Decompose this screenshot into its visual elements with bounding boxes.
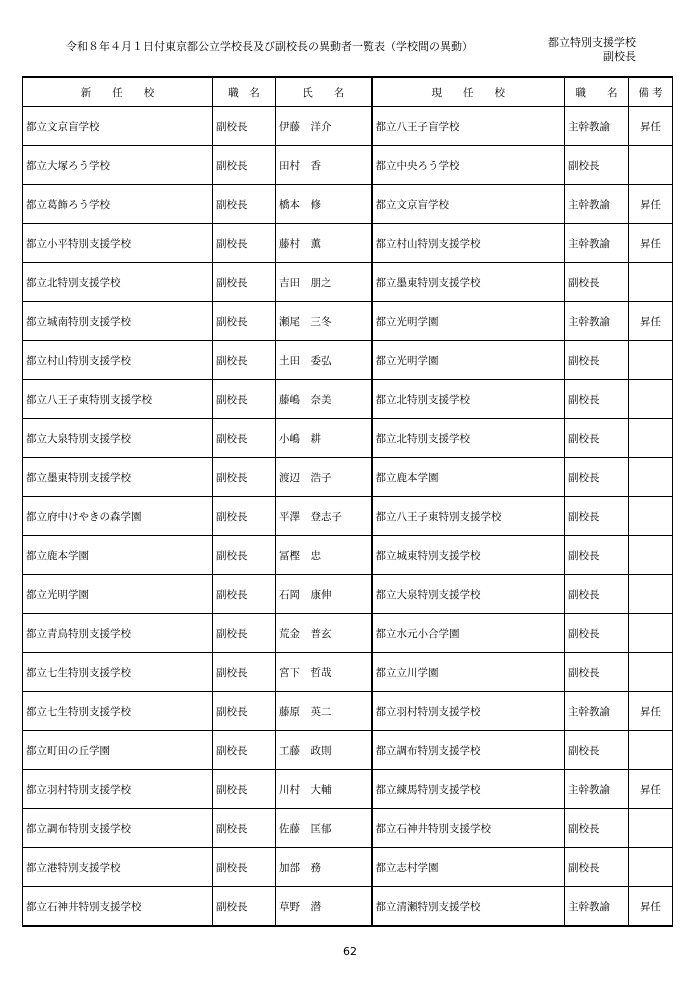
cell-position: 副校長 [213,341,276,380]
header-note: 備 考 [629,77,673,107]
cell-position: 副校長 [213,731,276,770]
cell-note: 昇任 [629,887,673,927]
cell-current-position: 副校長 [565,380,629,419]
cell-new-school: 都立石神井特別支援学校 [23,887,213,927]
cell-note [629,380,673,419]
header-new-school: 新 任 校 [23,77,213,107]
cell-position: 副校長 [213,302,276,341]
cell-position: 副校長 [213,380,276,419]
cell-current-position: 副校長 [565,419,629,458]
table-row [23,224,673,263]
cell-name: 吉田 朋之 [276,263,372,302]
cell-note [629,458,673,497]
cell-current-school: 都立大泉特別支援学校 [372,575,565,614]
cell-current-school: 都立八王子東特別支援学校 [372,497,565,536]
cell-current-position: 副校長 [565,263,629,302]
cell-position: 副校長 [213,575,276,614]
cell-name: 宮下 哲哉 [276,653,372,692]
cell-note [629,536,673,575]
cell-position: 副校長 [213,770,276,809]
cell-note [629,809,673,848]
transfer-table [22,76,673,927]
table-row [23,185,673,224]
table-row [23,536,673,575]
cell-current-school: 都立鹿本学園 [372,458,565,497]
cell-current-school: 都立村山特別支援学校 [372,224,565,263]
cell-new-school: 都立大塚ろう学校 [23,146,213,185]
cell-position: 副校長 [213,458,276,497]
table-header-row [23,77,673,107]
cell-name: 小嶋 耕 [276,419,372,458]
cell-current-position: 副校長 [565,146,629,185]
cell-name: 石岡 康伸 [276,575,372,614]
cell-current-school: 都立北特別支援学校 [372,419,565,458]
cell-current-position: 副校長 [565,848,629,887]
cell-new-school: 都立七生特別支援学校 [23,653,213,692]
cell-current-position: 副校長 [565,536,629,575]
cell-current-school: 都立墨東特別支援学校 [372,263,565,302]
table-row [23,731,673,770]
table-row [23,887,673,927]
table-row [23,848,673,887]
cell-new-school: 都立青鳥特別支援学校 [23,614,213,653]
cell-current-position: 主幹教諭 [565,770,629,809]
header-current-position: 職 名 [565,77,629,107]
cell-current-school: 都立練馬特別支援学校 [372,770,565,809]
cell-name: 藤原 英二 [276,692,372,731]
cell-name: 藤村 薫 [276,224,372,263]
cell-name: 田村 香 [276,146,372,185]
cell-name: 加部 務 [276,848,372,887]
cell-position: 副校長 [213,263,276,302]
cell-current-position: 主幹教諭 [565,185,629,224]
cell-current-school: 都立石神井特別支援学校 [372,809,565,848]
cell-name: 伊藤 洋介 [276,107,372,146]
table-body [23,107,673,927]
cell-current-school: 都立志村学園 [372,848,565,887]
cell-new-school: 都立葛飾ろう学校 [23,185,213,224]
table-row [23,419,673,458]
cell-new-school: 都立墨東特別支援学校 [23,458,213,497]
cell-position: 副校長 [213,692,276,731]
cell-note [629,419,673,458]
document-category [548,36,636,64]
header-name: 氏 名 [276,77,372,107]
cell-new-school: 都立小平特別支援学校 [23,224,213,263]
cell-current-position: 副校長 [565,653,629,692]
table-row [23,614,673,653]
table-row [23,146,673,185]
cell-new-school: 都立村山特別支援学校 [23,341,213,380]
table-row [23,653,673,692]
cell-note: 昇任 [629,302,673,341]
cell-position: 副校長 [213,653,276,692]
cell-new-school: 都立羽村特別支援学校 [23,770,213,809]
cell-current-position: 副校長 [565,614,629,653]
cell-current-school: 都立羽村特別支援学校 [372,692,565,731]
position-label: 副校長 [603,50,636,63]
table-row [23,302,673,341]
cell-new-school: 都立調布特別支援学校 [23,809,213,848]
cell-note: 昇任 [629,107,673,146]
cell-current-position: 副校長 [565,341,629,380]
cell-name: 工藤 政則 [276,731,372,770]
cell-new-school: 都立八王子東特別支援学校 [23,380,213,419]
cell-position: 副校長 [213,497,276,536]
cell-name: 橋本 修 [276,185,372,224]
cell-current-school: 都立水元小合学園 [372,614,565,653]
cell-current-position: 副校長 [565,497,629,536]
page-number: 62 [343,945,357,958]
cell-name: 平澤 登志子 [276,497,372,536]
cell-new-school: 都立七生特別支援学校 [23,692,213,731]
cell-current-position: 副校長 [565,809,629,848]
cell-current-position: 副校長 [565,575,629,614]
table-row [23,692,673,731]
cell-name: 藤嶋 奈美 [276,380,372,419]
cell-note [629,848,673,887]
cell-current-school: 都立光明学園 [372,302,565,341]
cell-position: 副校長 [213,107,276,146]
cell-current-school: 都立北特別支援学校 [372,380,565,419]
cell-note [629,497,673,536]
table-row [23,341,673,380]
cell-current-school: 都立城東特別支援学校 [372,536,565,575]
cell-current-school: 都立文京盲学校 [372,185,565,224]
cell-position: 副校長 [213,887,276,927]
cell-new-school: 都立北特別支援学校 [23,263,213,302]
cell-note: 昇任 [629,770,673,809]
cell-note: 昇任 [629,224,673,263]
document-title: 令和８年４月１日付東京都公立学校長及び副校長の異動者一覧表（学校間の異動） [66,40,473,53]
cell-note [629,575,673,614]
cell-name: 土田 委弘 [276,341,372,380]
cell-current-school: 都立立川学園 [372,653,565,692]
cell-current-position: 主幹教諭 [565,302,629,341]
cell-name: 冨樫 忠 [276,536,372,575]
cell-current-position: 副校長 [565,458,629,497]
cell-position: 副校長 [213,536,276,575]
cell-note [629,146,673,185]
cell-current-position: 主幹教諭 [565,107,629,146]
cell-current-school: 都立中央ろう学校 [372,146,565,185]
category-label: 都立特別支援学校 [548,36,636,49]
cell-new-school: 都立大泉特別支援学校 [23,419,213,458]
cell-new-school: 都立文京盲学校 [23,107,213,146]
header-current-school: 現 任 校 [372,77,565,107]
table-row [23,458,673,497]
table-row [23,575,673,614]
cell-name: 荒金 普玄 [276,614,372,653]
cell-current-school: 都立清瀬特別支援学校 [372,887,565,927]
cell-note [629,341,673,380]
cell-position: 副校長 [213,809,276,848]
cell-position: 副校長 [213,419,276,458]
cell-new-school: 都立光明学園 [23,575,213,614]
cell-position: 副校長 [213,146,276,185]
cell-current-school: 都立八王子盲学校 [372,107,565,146]
cell-new-school: 都立町田の丘学園 [23,731,213,770]
cell-new-school: 都立城南特別支援学校 [23,302,213,341]
cell-position: 副校長 [213,614,276,653]
cell-note [629,263,673,302]
table-row [23,770,673,809]
cell-new-school: 都立港特別支援学校 [23,848,213,887]
cell-name: 草野 潜 [276,887,372,927]
cell-current-school: 都立調布特別支援学校 [372,731,565,770]
cell-current-position: 主幹教諭 [565,887,629,927]
cell-position: 副校長 [213,185,276,224]
table-row [23,380,673,419]
cell-current-position: 副校長 [565,731,629,770]
cell-new-school: 都立鹿本学園 [23,536,213,575]
table-row [23,263,673,302]
cell-note: 昇任 [629,692,673,731]
cell-name: 川村 大輔 [276,770,372,809]
cell-note [629,653,673,692]
table-row [23,497,673,536]
cell-note: 昇任 [629,185,673,224]
cell-note [629,731,673,770]
table-row [23,809,673,848]
cell-note [629,614,673,653]
cell-current-school: 都立光明学園 [372,341,565,380]
cell-name: 佐藤 匡郁 [276,809,372,848]
cell-position: 副校長 [213,848,276,887]
cell-new-school: 都立府中けやきの森学園 [23,497,213,536]
cell-name: 瀬尾 三冬 [276,302,372,341]
header-position: 職 名 [213,77,276,107]
cell-name: 渡辺 浩子 [276,458,372,497]
table-row [23,107,673,146]
cell-position: 副校長 [213,224,276,263]
cell-current-position: 主幹教諭 [565,692,629,731]
cell-current-position: 主幹教諭 [565,224,629,263]
